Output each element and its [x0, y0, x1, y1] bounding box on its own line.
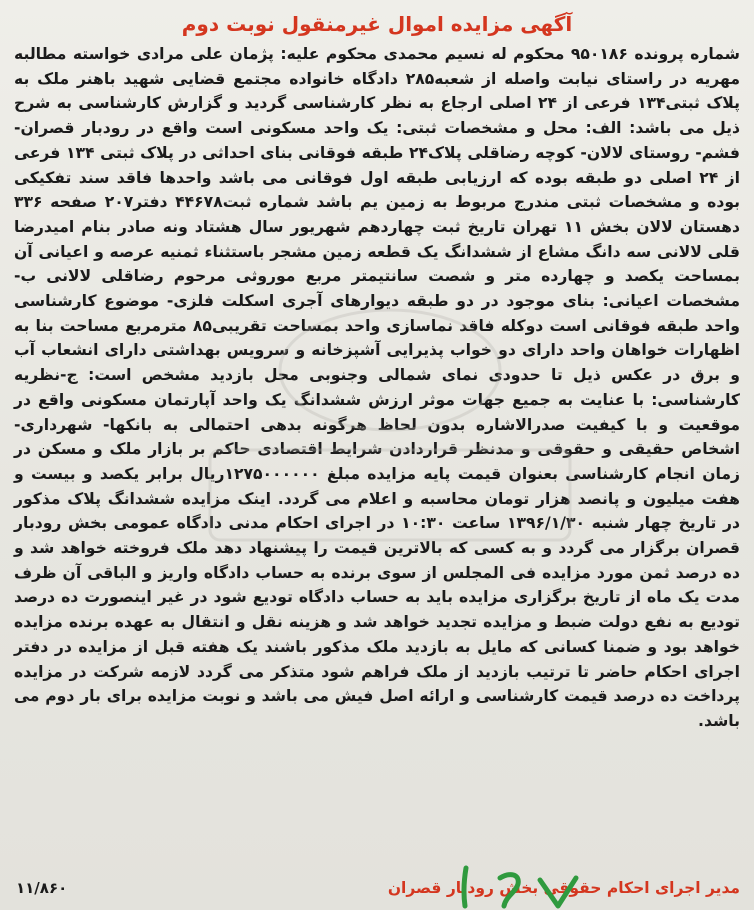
issuer-signature-line: مدیر اجرای احکام حقوقی بخش رودبار قصران [387, 879, 740, 897]
notice-footer [14, 874, 740, 904]
publication-code: ۱۱/۸۶۰ [16, 879, 68, 897]
handwritten-number-mark [448, 858, 588, 910]
notice-body: شماره پرونده ۹۵۰۱۸۶ محکوم له نسیم محمدی محکوم علیه: پژمان علی مرادی خواسته مطالبه مهریه در راستای نیابت واصله از شعبه۲۸۵ دادگاه خانواده مجتمع قضایی شهید باهنر ملک به پلاک ثبتی۱۳۴ فرعی از ۲۴ اصلی ارجاع به نظر کارشناسی گردید و گزارش کارشناسی به شرح ذیل می باشد: الف: محل و مشخصات ثبتی: یک واحد مسکونی است واقع در رودبار قصران- فشم- روستای لالان- کوچه رضاقلی پلاک۲۴ طبقه فوقانی بنای احداثی در پلاک ثبتی ۱۳۴ فرعی از ۲۴ اصلی دو طبقه بوده که ارزیابی طبقه اول فوقانی می باشد واحدها فاقد سند تفکیکی بوده و مشخصات ثبتی مندرج مربوط به زمین یم باشد شماره ثبت۴۴۶۷۸ دفتر۲۰۷ صفحه ۳۳۶ دهستان لالان بخش ۱۱ تهران تاریخ ثبت چهاردهم شهریور سال هشتاد ونه صادر بنام امیدرضا قلی لالانی سه دانگ مشاع از ششدانگ یک قطعه زمین مشجر باستثناء ثمنیه عرصه و اعیانی آن بمساحت یکصد و چهارده متر و شصت سانتیمتر مربع موروثی مرحوم رضاقلی لالانی ب- مشخصات اعیانی: بنای موجود در دو طبقه دیوارهای آجری اسکلت فلزی- موضوع کارشناسی واحد طبقه فوقانی است دوکله فاقد نماسازی واحد بمساحت تقریبی۸۵ مترمربع مساحت بنا به اظهارات خواهان واحد دارای دو خواب پذیرایی آشپزخانه و سرویس بهداشتی دارای انشعاب آب و برق در عکس ذیل تا حدودی نمای شمالی وجنوبی محل بازدید مشخص است: ج-نظریه کارشناسی: با عنایت به جمیع جهات موثر ارزش ششدانگ یک واحد آپارتمان مسکونی واقع در موقعیت و با کیفیت صدرالاشاره بدون لحاظ هرگونه بدهی احتمالی به بانکها- شهرداری- اشخاص حقیقی و حقوقی و مدنظر قراردادن شرایط اقتصادی حاکم بر بازار ملک و مسکن در زمان انجام کارشناسی بعنوان قیمت پایه مزایده مبلغ ۱۲۷۵۰۰۰۰۰۰ریال برابر یکصد و بیست و هفت میلیون و پانصد هزار تومان محاسبه و اعلام می گردد. اینک مزایده ششدانگ پلاک مذکور در تاریخ چهار شنبه ۱۳۹۶/۱/۳۰ ساعت ۱۰:۳۰ در اجرای احکام مدنی دادگاه عمومی بخش رودبار قصران برگزار می گردد و به کسی که بالاترین قیمت را پیشنهاد دهد ملک فروخته خواهد شد و ده درصد ثمن مورد مزایده فی المجلس از سوی برنده به حساب دادگاه واریز و الباقی آن ظرف مدت یک ماه از تاریخ برگزاری مزایده باید به حساب دادگاه تودیع شود در غیر اینصورت ده درصد تودیع به نفع دولت ضبط و مزایده تجدید خواهد شد و هزینه نقل و انتقال به عهده برنده مزایده خواهد بود و ضمنا کسانی که مایل به بازدید ملک مذکور باشند یک هفته قبل از مزایده در دفتر اجرای احکام حاضر تا ترتیب بازدید از ملک فراهم شود متذکر می گردد لازمه شرکت در مزایده پرداخت ده درصد قیمت کارشناسی و ارائه اصل فیش می باشد و نوبت مزایده برای بار دوم می باشد. [14, 45, 740, 730]
notice-title: آگهی مزایده اموال غیرمنقول نوبت دوم [181, 12, 573, 36]
